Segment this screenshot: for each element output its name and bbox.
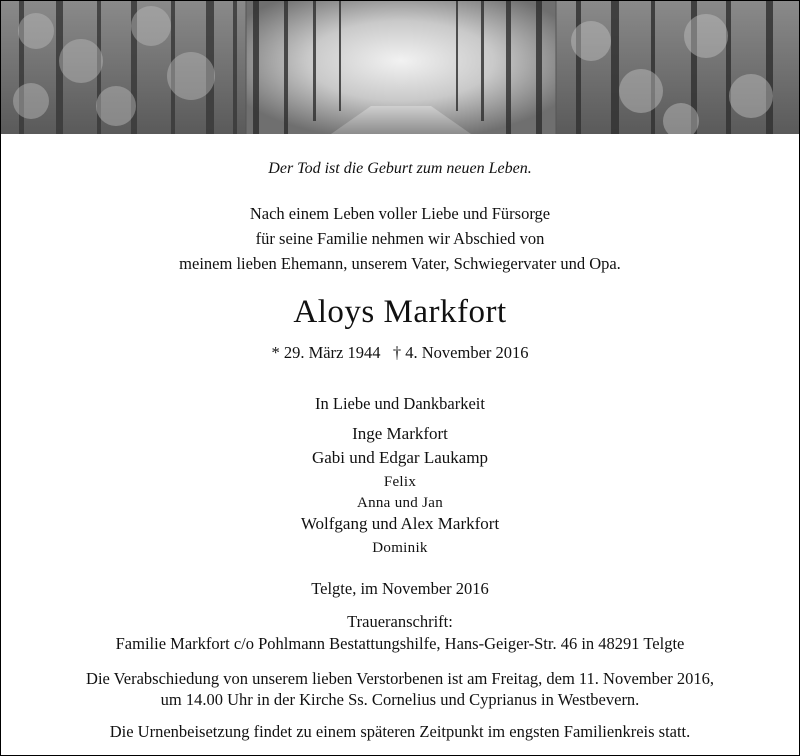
family-member: Dominik	[372, 540, 428, 556]
address-label: Traueranschrift:	[347, 612, 453, 631]
intro-line-1: Nach einem Leben voller Liebe und Fürsorge	[249, 204, 551, 223]
closing-phrase: In Liebe und Dankbarkeit	[315, 394, 485, 413]
service-line-2: um 14.00 Uhr in der Kirche Ss. Cornelius und Cyprianus in Westbevern.	[160, 690, 640, 709]
urn-note: Die Urnenbeisetzung findet zu einem späteren Zeitpunkt im engsten Familienkreis statt.	[109, 722, 691, 741]
intro-line-3: meinem lieben Ehemann, unserem Vater, Schwiegervater und Opa.	[179, 254, 621, 273]
forest-banner-image	[1, 1, 799, 134]
family-member: Gabi und Edgar Laukamp	[311, 448, 489, 467]
family-member: Anna und Jan	[356, 495, 444, 511]
intro-line-2: für seine Familie nehmen wir Abschied von	[255, 229, 545, 248]
life-dates	[1, 343, 799, 363]
family-member: Wolfgang und Alex Markfort	[300, 514, 500, 533]
address-text: Familie Markfort c/o Pohlmann Bestattungshilfe, Hans-Geiger-Str. 46 in 48291 Telgte	[115, 634, 685, 653]
family-member: Inge Markfort	[352, 424, 448, 443]
motto: Der Tod ist die Geburt zum neuen Leben.	[268, 160, 532, 177]
family-member: Felix	[383, 474, 417, 490]
service-line-1: Die Verabschiedung von unserem lieben Verstorbenen ist am Freitag, dem 11. November 2016,	[86, 669, 714, 688]
death-date: † 4. November 2016	[392, 343, 529, 362]
place-date: Telgte, im November 2016	[311, 579, 489, 598]
deceased-name: Aloys Markfort	[293, 294, 507, 330]
birth-date: * 29. März 1944	[271, 343, 381, 362]
